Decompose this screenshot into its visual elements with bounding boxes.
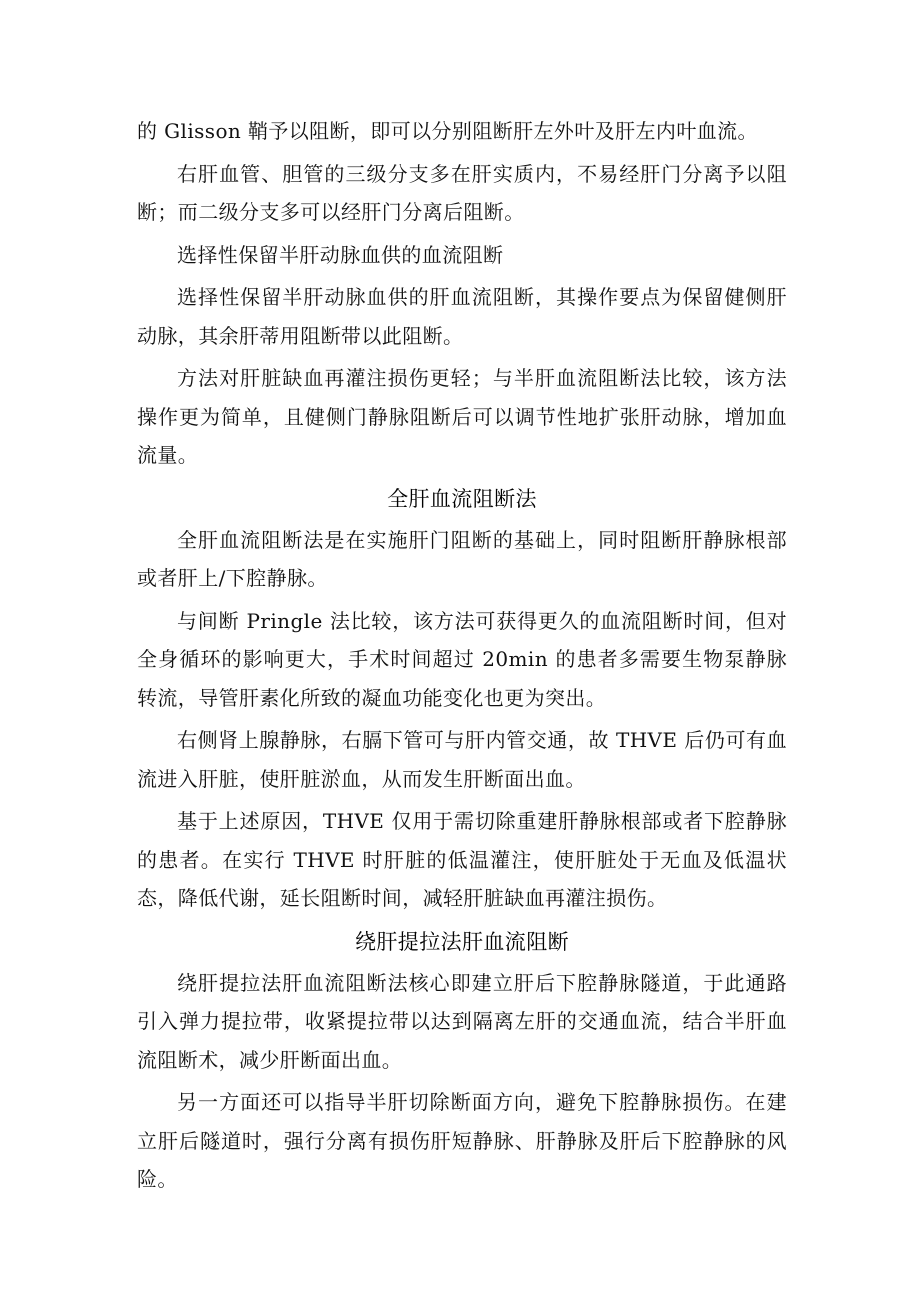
paragraph: 绕肝提拉法肝血流阻断法核心即建立肝后下腔静脉隧道，于此通路引入弹力提拉带，收紧提拉带以达到隔离左肝的交通血流，结合半肝血流阻断术，减少肝断面出血。 <box>137 970 787 1072</box>
section-heading-total-hepatic-vascular-exclusion: 全肝血流阻断法 <box>387 486 537 511</box>
paragraph: 右肝血管、胆管的三级分支多在肝实质内，不易经肝门分离予以阻断；而二级分支多可以经肝门分离后阻断。 <box>137 161 787 224</box>
paragraph: 与间断 Pringle 法比较，该方法可获得更久的血流阻断时间，但对全身循环的影响更大，手术时间超过 20min 的患者多需要生物泵静脉转流，导管肝素化所致的凝血功能变化也更为突出。 <box>137 608 787 710</box>
paragraph: 另一方面还可以指导半肝切除断面方向，避免下腔静脉损伤。在建立肝后隧道时，强行分离有损伤肝短静脉、肝静脉及肝后下腔静脉的风险。 <box>137 1090 787 1191</box>
paragraph: 基于上述原因，THVE 仅用于需切除重建肝静脉根部或者下腔静脉的患者。在实行 THVE 时肝脏的低温灌注，使肝脏处于无血及低温状态，降低代谢，延长阻断时间，减轻肝脏缺血再灌注损伤。 <box>137 809 787 910</box>
section-heading-liver-hanging-maneuver: 绕肝提拉法肝血流阻断 <box>355 929 569 954</box>
paragraph: 右侧肾上腺静脉，右膈下管可与肝内管交通，故 THVE 后仍可有血流进入肝脏，使肝脏淤血，从而发生肝断面出血。 <box>137 728 787 791</box>
document-body <box>137 112 787 1203</box>
paragraph: 选择性保留半肝动脉血供的肝血流阻断，其操作要点为保留健侧肝动脉，其余肝蒂用阻断带以此阻断。 <box>137 285 787 348</box>
subheading-paragraph: 选择性保留半肝动脉血供的血流阻断 <box>177 242 504 267</box>
paragraph: 方法对肝脏缺血再灌注损伤更轻；与半肝血流阻断法比较，该方法操作更为简单，且健侧门静脉阻断后可以调节性地扩张肝动脉，增加血流量。 <box>137 366 787 467</box>
paragraph: 全肝血流阻断法是在实施肝门阻断的基础上，同时阻断肝静脉根部或者肝上/下腔静脉。 <box>137 527 787 590</box>
paragraph: 的 Glisson 鞘予以阻断，即可以分别阻断肝左外叶及肝左内叶血流。 <box>137 119 758 143</box>
